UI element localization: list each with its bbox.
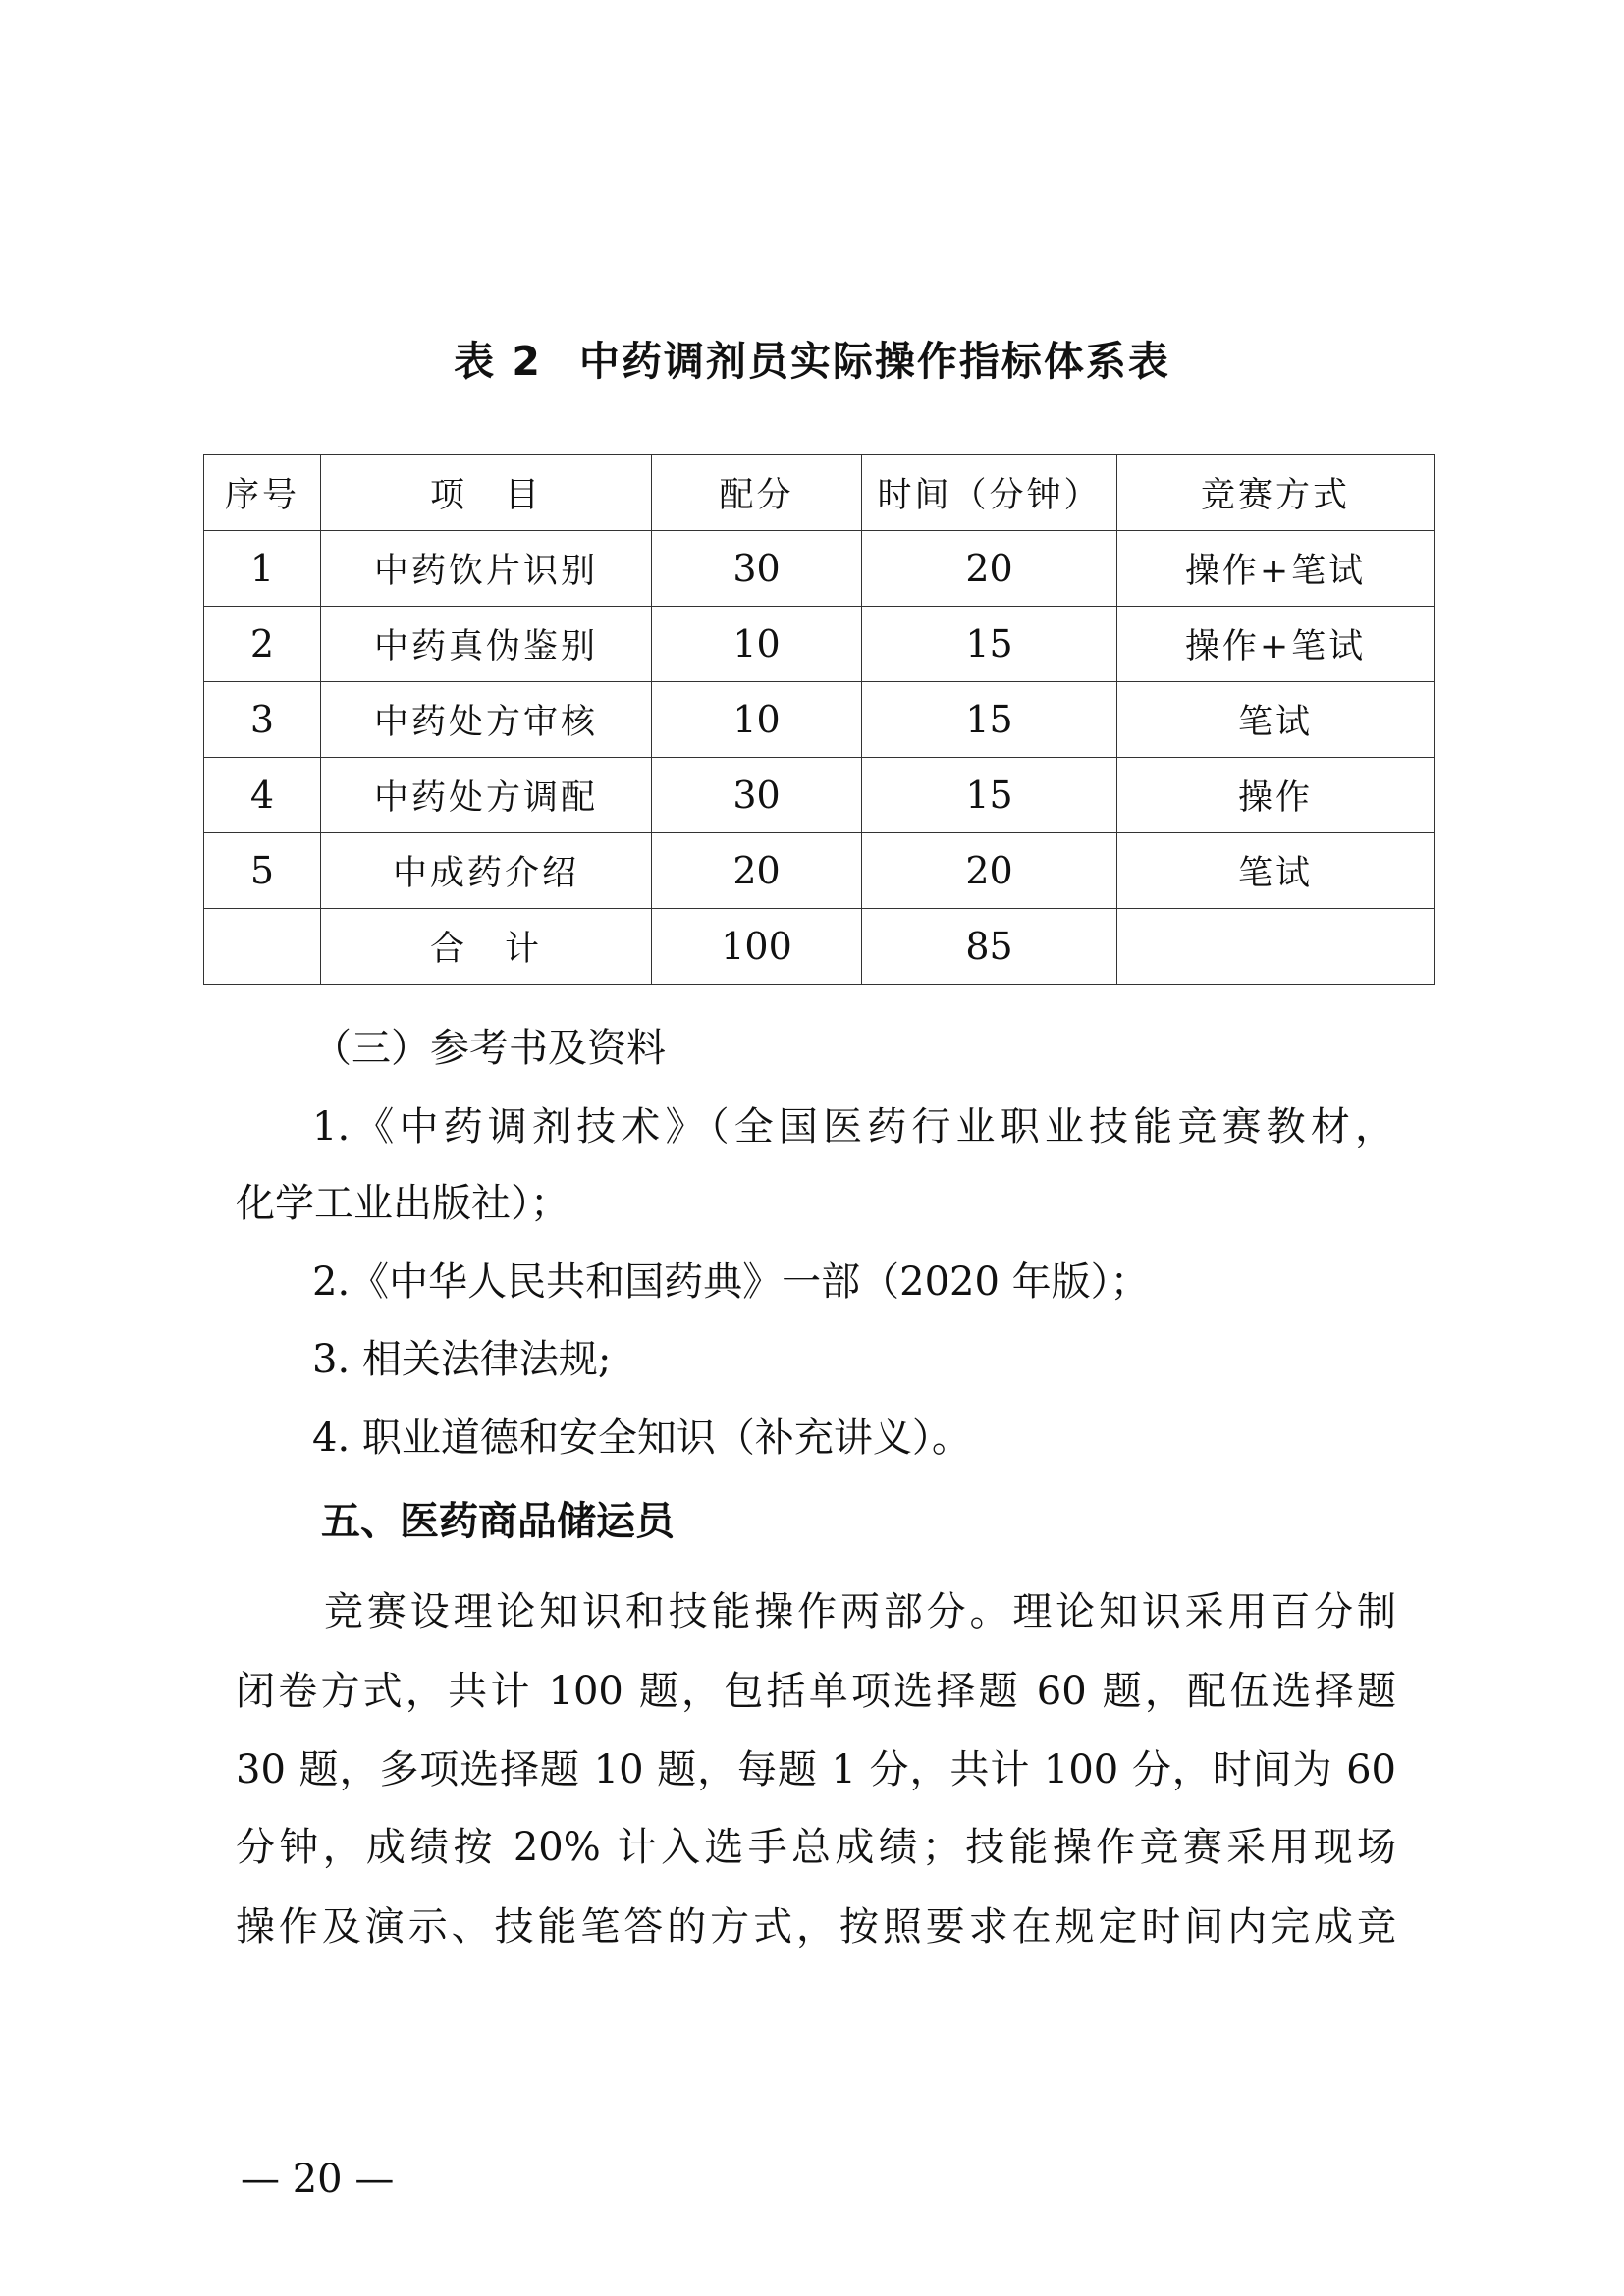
table-cell: 中成药介绍 [321, 833, 652, 909]
header-cell: 配分 [652, 455, 862, 531]
header-cell: 时间（分钟） [862, 455, 1117, 531]
reference-item-3: 3. 相关法律法规; [312, 1337, 612, 1382]
body-text-line: 闭卷方式，共计 100 题，包括单项选择题 60 题，配伍选择题 [236, 1669, 1396, 1714]
operation-index-table [203, 454, 1435, 985]
table-row [204, 833, 1435, 909]
body-text-line: 操作及演示、技能笔答的方式，按照要求在规定时间内完成竞 [236, 1904, 1396, 1949]
section-heading: 五、医药商品储运员 [321, 1499, 675, 1544]
table-cell: 20 [862, 833, 1117, 909]
table-cell: 中药饮片识别 [321, 531, 652, 607]
reference-item-1-line-2: 化学工业出版社）； [236, 1181, 569, 1226]
page-number: — 20 — [241, 2157, 395, 2202]
table-cell: 30 [652, 531, 862, 607]
table-cell: 1 [204, 531, 321, 607]
table-cell: 操作+笔试 [1117, 607, 1435, 682]
table-cell: 3 [204, 682, 321, 758]
table-cell: 5 [204, 833, 321, 909]
header-cell: 项 目 [321, 455, 652, 531]
table-title-text: 中药调剂员实际操作指标体系表 [578, 338, 1170, 385]
body-text-line: 30 题，多项选择题 10 题，每题 1 分，共计 100 分，时间为 60 [236, 1747, 1396, 1792]
table-cell: 2 [204, 607, 321, 682]
table-cell: 中药处方调配 [321, 758, 652, 833]
table-cell: 15 [862, 682, 1117, 758]
table-cell: 操作 [1117, 758, 1435, 833]
table-cell: 15 [862, 758, 1117, 833]
table-cell: 85 [862, 909, 1117, 985]
header-cell: 序号 [204, 455, 321, 531]
table-cell: 20 [862, 531, 1117, 607]
table-cell: 30 [652, 758, 862, 833]
table-cell: 操作+笔试 [1117, 531, 1435, 607]
table-row [204, 531, 1435, 607]
table-total-row [204, 909, 1435, 985]
table-number: 表 2 [454, 338, 542, 385]
table-row [204, 607, 1435, 682]
table-cell: 20 [652, 833, 862, 909]
body-text-line: 竞赛设理论知识和技能操作两部分。理论知识采用百分制 [324, 1589, 1396, 1634]
table-cell: 笔试 [1117, 833, 1435, 909]
table-cell: 中药处方审核 [321, 682, 652, 758]
table-cell: 15 [862, 607, 1117, 682]
table-cell: 100 [652, 909, 862, 985]
table-cell: 中药真伪鉴别 [321, 607, 652, 682]
table-row [204, 682, 1435, 758]
reference-item-2: 2.《中华人民共和国药典》一部（2020 年版）； [312, 1259, 1150, 1305]
table-cell: 笔试 [1117, 682, 1435, 758]
table-cell [1117, 909, 1435, 985]
body-text-line: 分钟，成绩按 20% 计入选手总成绩；技能操作竞赛采用现场 [236, 1825, 1396, 1870]
reference-item-4: 4. 职业道德和安全知识（补充讲义）。 [312, 1415, 971, 1461]
table-title [0, 329, 1624, 387]
table-cell: 4 [204, 758, 321, 833]
table-cell [204, 909, 321, 985]
table-header-row [204, 455, 1435, 531]
header-cell: 竞赛方式 [1117, 455, 1435, 531]
references-heading: （三）参考书及资料 [312, 1026, 666, 1071]
table-row [204, 758, 1435, 833]
table-cell: 合 计 [321, 909, 652, 985]
table-cell: 10 [652, 607, 862, 682]
reference-item-1-line-1: 1.《中药调剂技术》（全国医药行业职业技能竞赛教材， [312, 1104, 1394, 1149]
table-cell: 10 [652, 682, 862, 758]
